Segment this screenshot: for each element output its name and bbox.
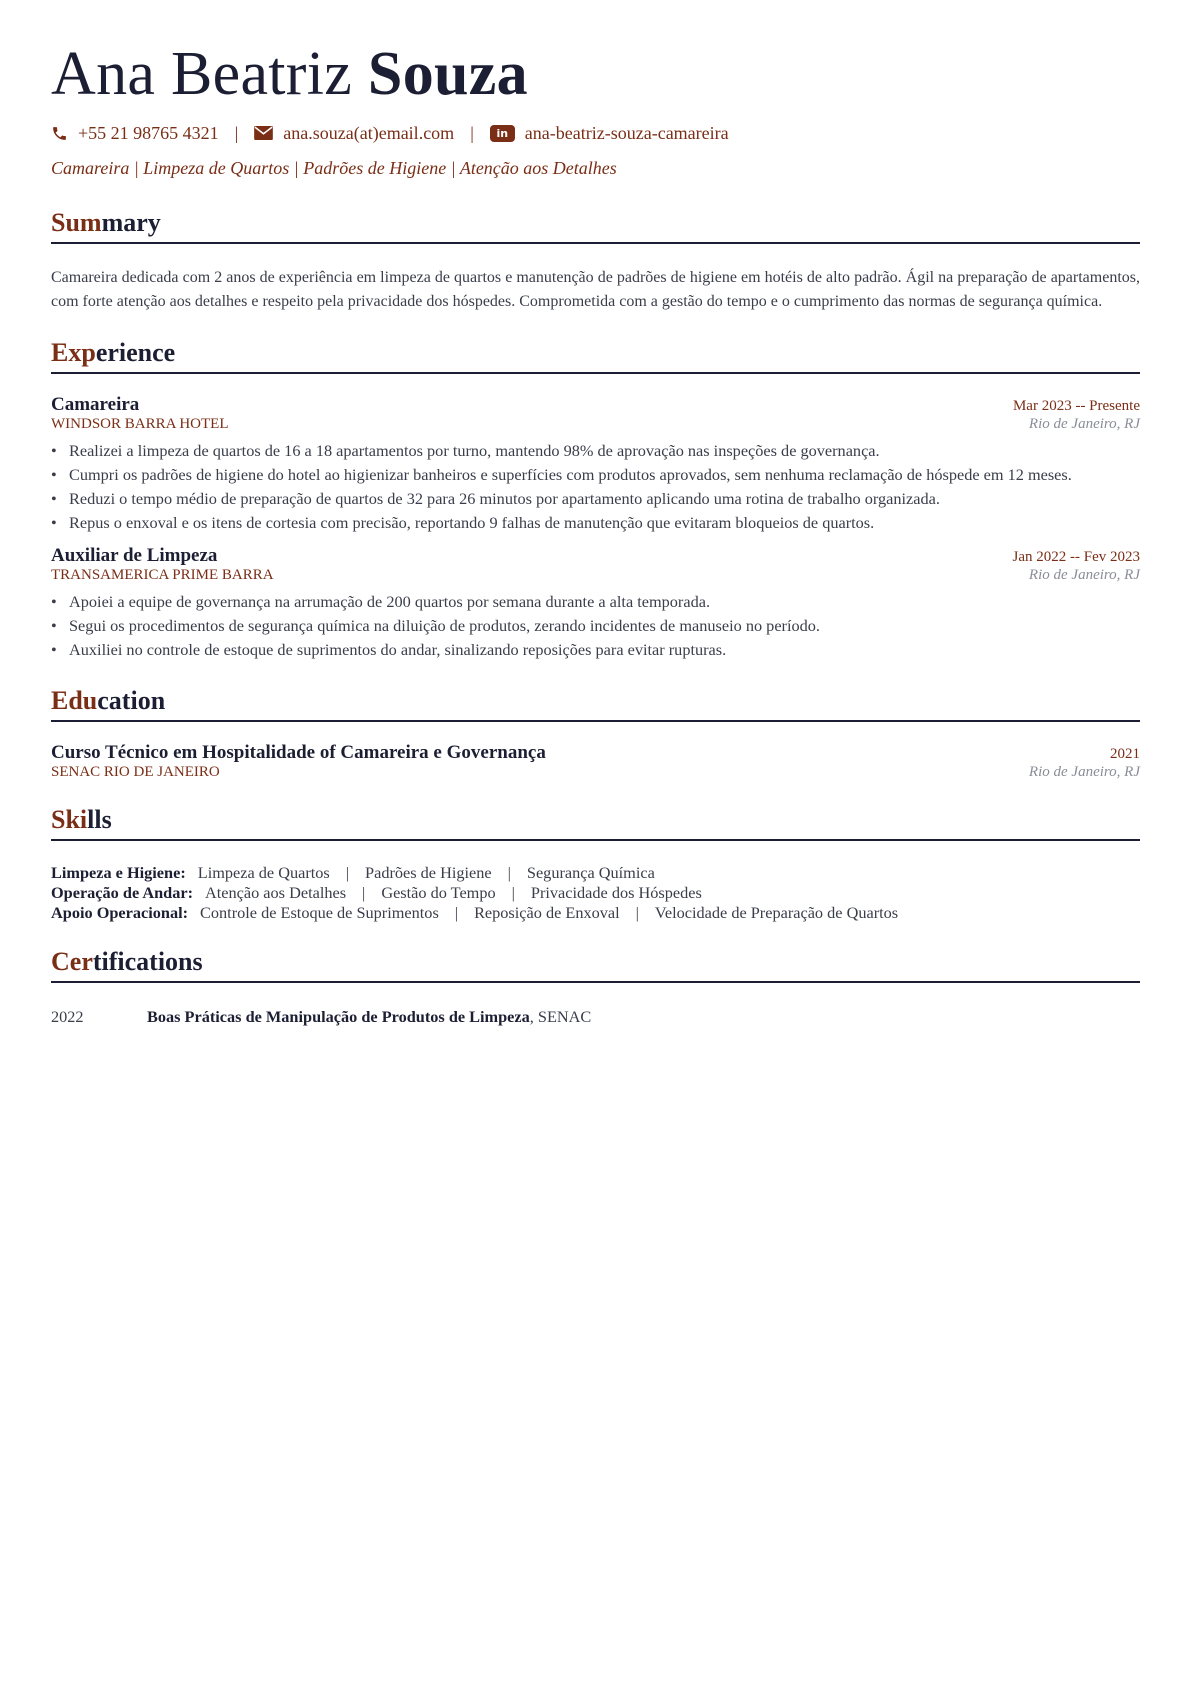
skill-separator: | bbox=[507, 863, 511, 882]
bullet-item: • Apoiei a equipe de governança na arrumação de 200 quartos por semana durante a alta temporada. bbox=[69, 590, 1140, 614]
linkedin-icon: in bbox=[490, 125, 515, 142]
experience-entry bbox=[51, 545, 1140, 662]
skill-item: Controle de Estoque de Suprimentos bbox=[200, 903, 439, 922]
job-date: Mar 2023 -- Presente bbox=[1012, 398, 1140, 414]
section-title-accent: Exp bbox=[51, 338, 96, 367]
education-location: Rio de Janeiro, RJ bbox=[1028, 764, 1140, 780]
skill-separator: | bbox=[345, 863, 350, 882]
skill-item: Segurança Química bbox=[526, 863, 655, 882]
skills-section bbox=[51, 803, 1140, 923]
bullet-item: • Repus o enxoval e os itens de cortesia com precisão, reportando 9 falhas de manutenção que evitaram bloqueios de quartos. bbox=[69, 511, 1140, 535]
skill-item: Padrões de Higiene bbox=[365, 863, 492, 882]
email-text: ana.souza(at)email.com bbox=[283, 122, 455, 143]
entry-subheader bbox=[51, 764, 1140, 781]
contact-email[interactable] bbox=[254, 123, 454, 144]
entry-subheader bbox=[51, 416, 1140, 433]
section-title-skills bbox=[51, 803, 1140, 841]
phone-text: +55 21 98765 4321 bbox=[78, 122, 219, 143]
certifications-section bbox=[51, 945, 1140, 1029]
skill-item: Limpeza de Quartos bbox=[197, 863, 330, 882]
education-entry bbox=[51, 742, 1140, 781]
job-bullets bbox=[51, 590, 1140, 662]
job-organization: WINDSOR BARRA HOTEL bbox=[51, 416, 229, 432]
skill-row bbox=[51, 903, 1140, 923]
skill-separator: | bbox=[362, 883, 366, 902]
skill-row bbox=[51, 883, 1140, 903]
certification-name: Boas Práticas de Manipulação de Produtos de Limpeza bbox=[147, 1007, 530, 1026]
experience-entry bbox=[51, 394, 1140, 535]
contact-phone[interactable] bbox=[51, 123, 219, 144]
contact-linkedin[interactable] bbox=[490, 123, 729, 144]
skills-list bbox=[51, 863, 1140, 923]
skill-row bbox=[51, 863, 1140, 883]
experience-section bbox=[51, 336, 1140, 662]
job-location: Rio de Janeiro, RJ bbox=[1028, 416, 1140, 432]
skill-item: Reposição de Enxoval bbox=[474, 903, 620, 922]
entry-header bbox=[51, 394, 1140, 416]
phone-icon bbox=[51, 125, 68, 142]
skill-separator: | bbox=[511, 883, 515, 902]
first-name: Ana Beatriz bbox=[51, 40, 353, 108]
section-title-accent: Cer bbox=[51, 947, 93, 976]
linkedin-text: ana-beatriz-souza-camareira bbox=[524, 122, 729, 143]
skill-item: Gestão do Tempo bbox=[381, 883, 496, 902]
section-title-certifications bbox=[51, 945, 1140, 983]
section-title-summary bbox=[51, 206, 1140, 244]
education-title: Curso Técnico em Hospitalidade of Camareira e Governança bbox=[51, 742, 546, 763]
skill-category: Operação de Andar: bbox=[51, 883, 193, 902]
section-title-accent: Sum bbox=[51, 208, 102, 237]
job-title: Camareira bbox=[51, 394, 140, 415]
skill-separator: | bbox=[454, 903, 459, 922]
bullet-item: • Segui os procedimentos de segurança química na diluição de produtos, zerando incidentes de manuseio no período. bbox=[69, 614, 1140, 638]
bullet-item: • Realizei a limpeza de quartos de 16 a 18 apartamentos por turno, mantendo 98% de aprovação nas inspeções de governança. bbox=[69, 439, 1140, 463]
entry-header bbox=[51, 545, 1140, 567]
section-title-rest: lls bbox=[87, 805, 112, 834]
bullet-item: • Cumpri os padrões de higiene do hotel ao higienizar banheiros e superfícies com produtos aprovados, sem nenhuma reclamação de hóspede em 12 meses. bbox=[69, 463, 1140, 487]
education-date: 2021 bbox=[1110, 746, 1140, 762]
certification-entry bbox=[51, 1005, 1140, 1029]
tagline: Camareira | Limpeza de Quartos | Padrões de Higiene | Atenção aos Detalhes bbox=[51, 158, 617, 178]
summary-section bbox=[51, 206, 1140, 314]
section-title-rest: erience bbox=[95, 338, 176, 367]
certification-issuer: , SENAC bbox=[529, 1007, 592, 1026]
job-bullets bbox=[51, 439, 1140, 535]
job-title: Auxiliar de Limpeza bbox=[51, 545, 218, 566]
job-location: Rio de Janeiro, RJ bbox=[1028, 567, 1140, 583]
certification-year: 2022 bbox=[51, 1007, 84, 1026]
entry-subheader bbox=[51, 567, 1140, 584]
skill-item: Velocidade de Preparação de Quartos bbox=[654, 903, 899, 922]
section-title-accent: Ski bbox=[51, 805, 88, 834]
section-title-education bbox=[51, 684, 1140, 722]
section-title-rest: tifications bbox=[92, 947, 203, 976]
candidate-name bbox=[51, 34, 1140, 114]
bullet-item: • Auxiliei no controle de estoque de suprimentos do andar, sinalizando reposições para evitar rupturas. bbox=[69, 638, 1140, 662]
contact-separator: | bbox=[470, 122, 474, 143]
skill-category: Apoio Operacional: bbox=[51, 903, 189, 922]
bullet-item: • Reduzi o tempo médio de preparação de quartos de 32 para 26 minutos por apartamento aplicando uma rotina de trabalho organizada. bbox=[69, 487, 1140, 511]
job-organization: TRANSAMERICA PRIME BARRA bbox=[51, 567, 274, 583]
last-name: Souza bbox=[367, 40, 528, 108]
skill-item: Privacidade dos Hóspedes bbox=[530, 883, 702, 902]
education-section bbox=[51, 684, 1140, 781]
contact-line bbox=[51, 120, 1140, 146]
summary-text: Camareira dedicada com 2 anos de experiência em limpeza de quartos e manutenção de padrões de higiene em hotéis de alto padrão. Ágil na preparação de apartamentos, com forte atenção aos detalhes e respeito pela privacidade dos hóspedes. Comprometida com a gestão do tempo e o cumprimento das normas de segurança química. bbox=[51, 269, 1140, 310]
skill-separator: | bbox=[635, 903, 639, 922]
job-date: Jan 2022 -- Fev 2023 bbox=[1012, 549, 1140, 565]
education-organization: SENAC RIO DE JANEIRO bbox=[51, 764, 220, 780]
skill-item: Atenção aos Detalhes bbox=[205, 883, 347, 902]
skill-category: Limpeza e Higiene: bbox=[51, 863, 186, 882]
section-title-rest: cation bbox=[97, 686, 166, 715]
section-title-accent: Edu bbox=[51, 686, 98, 715]
entry-header bbox=[51, 742, 1140, 764]
contact-separator: | bbox=[234, 122, 239, 143]
envelope-icon bbox=[254, 126, 273, 140]
section-title-experience bbox=[51, 336, 1140, 374]
section-title-rest: mary bbox=[101, 208, 161, 237]
